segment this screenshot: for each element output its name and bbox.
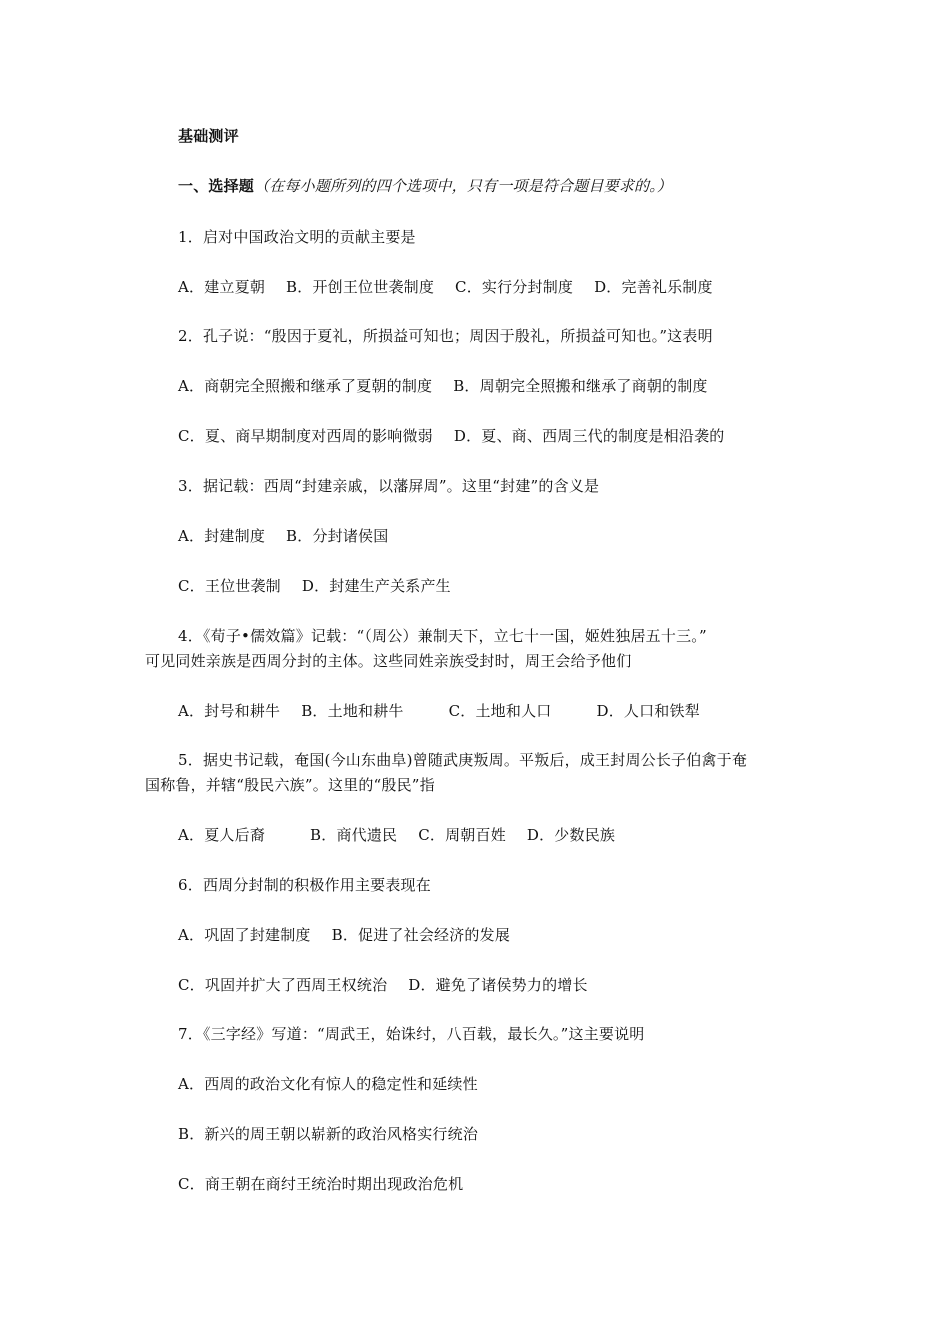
option-a: A．封号和耕牛 <box>178 702 281 720</box>
option-d: D．少数民族 <box>526 826 616 844</box>
question-4-options <box>178 701 700 721</box>
option-c: C．周朝百姓 <box>418 826 506 844</box>
question-5-stem-line1: 5．据史书记载，奄国(今山东曲阜)曾随武庚叛周。平叛后，成王封周公长子伯禽于奄 <box>178 751 748 769</box>
question-2-options-row1 <box>178 376 708 396</box>
option-b: B．土地和耕牛 <box>301 702 404 720</box>
question-4-stem-line2: 可见同姓亲族是西周分封的主体。这些同姓亲族受封时，周王会给予他们 <box>145 652 632 670</box>
question-7-option-a: A．西周的政治文化有惊人的稳定性和延续性 <box>178 1075 478 1093</box>
option-b: B．分封诸侯国 <box>286 527 389 545</box>
option-c: C．巩固并扩大了西周王权统治 <box>178 976 388 994</box>
option-d: D．人口和铁犁 <box>596 702 700 720</box>
option-c: C．夏、商早期制度对西周的影响微弱 <box>178 427 433 445</box>
question-6-options-row1 <box>178 925 510 945</box>
option-d: D．封建生产关系产生 <box>301 577 451 595</box>
question-6-stem: 6．西周分封制的积极作用主要表现在 <box>178 876 431 894</box>
question-1-options <box>178 277 713 297</box>
option-a: A．夏人后裔 <box>178 826 266 844</box>
section-note: （在每小题所列的四个选项中，只有一项是符合题目要求的。） <box>254 177 673 195</box>
question-3-options-row1 <box>178 526 388 546</box>
question-2-stem: 2．孔子说：“殷因于夏礼，所损益可知也；周因于殷礼，所损益可知也。”这表明 <box>178 327 713 345</box>
section-title: 一、选择题 <box>178 177 255 195</box>
page-heading: 基础测评 <box>178 127 239 145</box>
question-5-options <box>178 825 615 845</box>
question-2-options-row2 <box>178 426 725 446</box>
question-7-stem: 7．《三字经》写道：“周武王，始诛纣，八百载，最长久。”这主要说明 <box>178 1025 645 1043</box>
question-6-options-row2 <box>178 975 588 995</box>
option-a: A．建立夏朝 <box>178 278 266 296</box>
option-b: B．商代遗民 <box>310 826 398 844</box>
option-c: C．王位世袭制 <box>178 577 281 595</box>
question-1-stem: 1．启对中国政治文明的贡献主要是 <box>178 228 416 246</box>
option-b: B．促进了社会经济的发展 <box>331 926 511 944</box>
question-3-stem: 3．据记载：西周“封建亲戚，以藩屏周”。这里“封建”的含义是 <box>178 477 600 495</box>
question-5-stem-line2: 国称鲁，并辖“殷民六族”。这里的“殷民”指 <box>145 776 435 794</box>
option-d: D．夏、商、西周三代的制度是相沿袭的 <box>453 427 725 445</box>
option-a: A．封建制度 <box>178 527 266 545</box>
option-a: A．商朝完全照搬和继承了夏朝的制度 <box>178 377 433 395</box>
question-7-option-b: B．新兴的周王朝以崭新的政治风格实行统治 <box>178 1125 479 1143</box>
question-7-option-c: C．商王朝在商纣王统治时期出现政治危机 <box>178 1175 464 1193</box>
option-b: B．开创王位世袭制度 <box>286 278 435 296</box>
question-3-options-row2 <box>178 576 451 596</box>
option-d: D．完善礼乐制度 <box>594 278 713 296</box>
option-a: A．巩固了封建制度 <box>178 926 311 944</box>
option-b: B．周朝完全照搬和继承了商朝的制度 <box>453 377 708 395</box>
section-header <box>178 176 672 196</box>
option-d: D．避免了诸侯势力的增长 <box>408 976 588 994</box>
option-c: C．实行分封制度 <box>455 278 574 296</box>
option-c: C．土地和人口 <box>448 702 552 720</box>
question-4-stem-line1: 4．《荀子•儒效篇》记载：“（周公）兼制天下，立七十一国，姬姓独居五十三。” <box>178 627 707 645</box>
